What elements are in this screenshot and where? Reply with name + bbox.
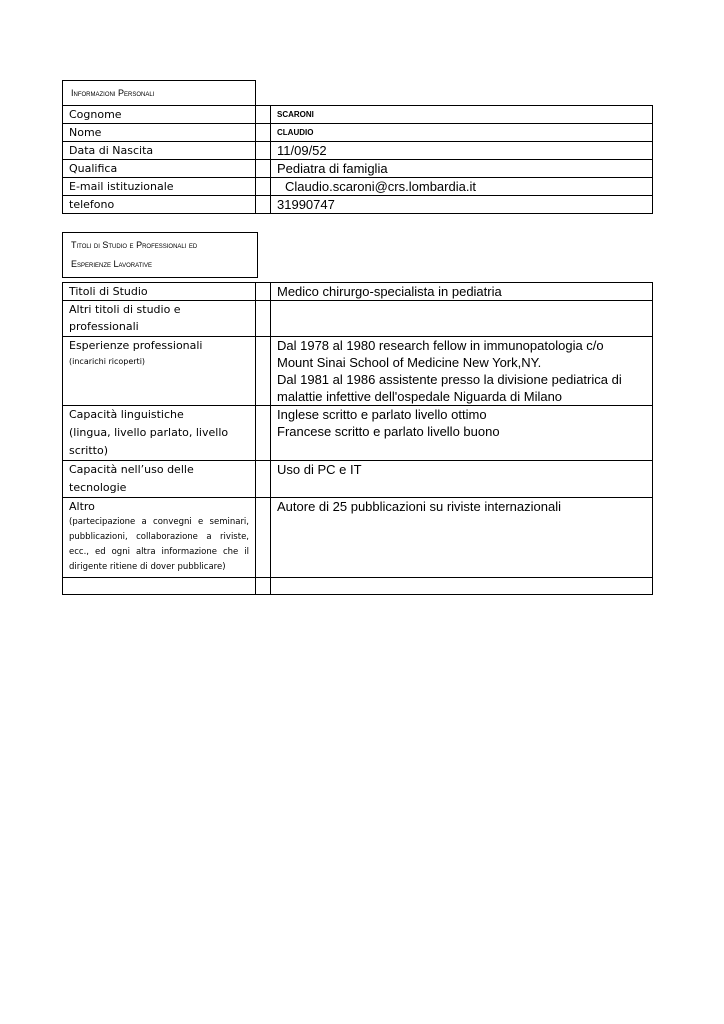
studies-header-line1: Titoli di Studio e Professionali ed (71, 240, 198, 250)
personal-info-header-text: Informazioni Personali (71, 88, 155, 98)
other-sublabel: (partecipazione a convegni e seminari, pubblicazioni, collaborazione a riviste, ecc., ed ogni altra informazione che il dirigente ritiene di dover pubblicare) (69, 517, 249, 572)
surname-label: Cognome (63, 106, 256, 124)
table-row (63, 406, 653, 461)
phone-value: 31990747 (271, 196, 653, 214)
studies-header (62, 232, 258, 278)
table-row (63, 578, 653, 595)
table-row (63, 301, 653, 337)
studies-header-line2: Esperienze Lavorative (71, 259, 152, 269)
experience-label: Esperienze professionali (incarichi ricoperti) (63, 337, 256, 406)
other-degrees-value (271, 301, 653, 337)
name-value: CLAUDIO (271, 124, 653, 142)
tech-skills-value: Uso di PC e IT (271, 461, 653, 498)
other-degrees-label: Altri titoli di studio e professionali (63, 301, 256, 337)
birthdate-label: Data di Nascita (63, 142, 256, 160)
other-value: Autore di 25 pubblicazioni su riviste internazionali (271, 498, 653, 578)
personal-info-header (62, 80, 256, 106)
experience-sublabel: (incarichi ricoperti) (69, 357, 146, 366)
table-row (63, 106, 653, 124)
table-row (63, 498, 653, 578)
table-row (63, 196, 653, 214)
studies-table (62, 282, 653, 595)
name-label: Nome (63, 124, 256, 142)
qualification-label: Qualifica (63, 160, 256, 178)
table-row (63, 283, 653, 301)
languages-label: Capacità linguistiche (lingua, livello parlato, livello scritto) (63, 406, 256, 461)
qualification-value: Pediatra di famiglia (271, 160, 653, 178)
birthdate-value: 11/09/52 (271, 142, 653, 160)
tech-skills-label: Capacità nell’uso delle tecnologie (63, 461, 256, 498)
table-row (63, 142, 653, 160)
experience-value: Dal 1978 al 1980 research fellow in immunopatologia c/o Mount Sinai School of Medicine New York,NY. Dal 1981 al 1986 assistente presso la divisione pediatrica di malattie infettive dell'ospedale Niguarda di Milano (271, 337, 653, 406)
table-row (63, 124, 653, 142)
surname-value: SCARONI (271, 106, 653, 124)
table-row (63, 337, 653, 406)
personal-info-table (62, 105, 653, 214)
degree-label: Titoli di Studio (63, 283, 256, 301)
email-value: Claudio.scaroni@crs.lombardia.it (271, 178, 653, 196)
table-row (63, 160, 653, 178)
phone-label: telefono (63, 196, 256, 214)
table-row (63, 178, 653, 196)
languages-value: Inglese scritto e parlato livello ottimo Francese scritto e parlato livello buono (271, 406, 653, 461)
email-label: E-mail istituzionale (63, 178, 256, 196)
table-row (63, 461, 653, 498)
degree-value: Medico chirurgo-specialista in pediatria (271, 283, 653, 301)
other-label: Altro (partecipazione a convegni e seminari, pubblicazioni, collaborazione a riviste, ecc., ed ogni altra informazione che il dirigente ritiene di dover pubblicare) (63, 498, 256, 578)
